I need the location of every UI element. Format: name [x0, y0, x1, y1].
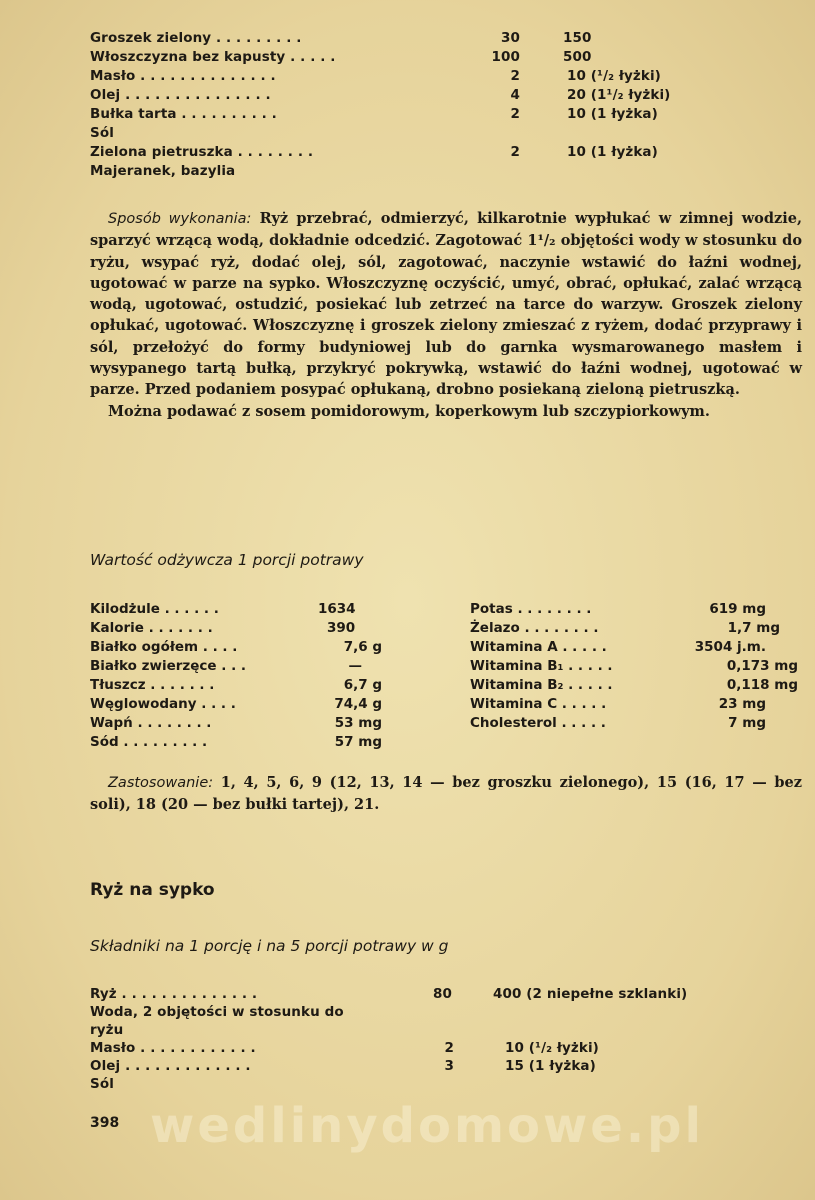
nutrient-value: 1,7 mg: [727, 620, 780, 636]
nutrient-name: Witamina A . . . . .: [470, 639, 607, 655]
ingredient-name: Zielona pietruszka . . . . . . . .: [90, 144, 314, 160]
nutrient-value: 57 mg: [334, 734, 382, 750]
serving-paragraph: Można podawać z sosem pomidorowym, koperkowym lub szczypiorkowym.: [108, 402, 710, 420]
nutrient-name: Kilodżule . . . . . .: [90, 601, 219, 617]
nutrient-value: —: [348, 658, 362, 674]
ingredient-name: Bułka tarta . . . . . . . . . .: [90, 106, 277, 122]
ingredient-qty-5: 150: [563, 30, 592, 46]
ingredient-name: Olej . . . . . . . . . . . . . . .: [90, 87, 271, 103]
ingredient-qty-5: 10 (1 łyżka): [567, 144, 658, 160]
ingredient-name: Sól: [90, 125, 114, 141]
nutrient-name: Tłuszcz . . . . . . .: [90, 677, 215, 693]
watermark: wedlinydomowe.pl: [150, 1098, 704, 1154]
method-text: Ryż przebrać, odmierzyć, kilkarotnie wypłukać w zimnej wodzie, sparzyć wrzącą wodą, dokładnie odcedzić. Zagotować 1¹/₂ objętości wody w stosunku do ryżu, wsypać ryż, dodać olej, sól, zagotować, naczynie wstawić do łaźni wodnej, ugotować w parze na sypko. Włoszczyznę oczyścić, umyć, obrać, opłukać, zalać wrzącą wodą, ugotować, ostudzić, posiekać lub zetrzeć na tarce do warzyw. Groszek zielony opłukać, ugotować. Włoszczyznę i groszek zielony zmieszać z ryżem, dodać przyprawy i sól, przełożyć do formy budyniowej lub do garnka wysmarowanego masłem i wysypanego tartą bułką, przykryć pokrywką, wstawić do łaźni wodnej, ugotować w parze. Przed podaniem posypać opłukaną, drobno posiekaną zieloną pietruszką.: [90, 210, 802, 399]
ingredient-name: Olej . . . . . . . . . . . . .: [90, 1058, 251, 1074]
ingredient-qty-5: 10 (1 łyżka): [567, 106, 658, 122]
nutrient-name: Cholesterol . . . . .: [470, 715, 606, 731]
method-section: [90, 208, 802, 422]
nutrient-name: Witamina B₁ . . . . .: [470, 658, 613, 674]
ingredient-qty-1: 100: [491, 49, 520, 65]
nutrient-name: Białko zwierzęce . . .: [90, 658, 247, 674]
nutrient-name: Witamina C . . . . .: [470, 696, 607, 712]
nutrient-value: 3504 j.m.: [694, 639, 766, 655]
ingredient-name: Ryż . . . . . . . . . . . . . .: [90, 986, 258, 1002]
ingredient-qty-1: 2: [444, 1040, 454, 1056]
nutrient-name: Sód . . . . . . . . .: [90, 734, 208, 750]
ingredient-name: Majeranek, bazylia: [90, 163, 236, 179]
nutrient-name: Witamina B₂ . . . . .: [470, 677, 613, 693]
ingredient-qty-5: 400 (2 niepełne szklanki): [493, 986, 688, 1002]
nutrient-value: 74,4 g: [334, 696, 382, 712]
ingredient-name: Masło . . . . . . . . . . . . . .: [90, 68, 276, 84]
ingredient-qty-1: 80: [433, 986, 452, 1002]
ingredient-qty-1: 4: [510, 87, 520, 103]
ingredient-qty-1: 30: [501, 30, 520, 46]
method-lead: Sposób wykonania:: [108, 211, 252, 227]
nutrient-name: Potas . . . . . . . .: [470, 601, 592, 617]
ingredient-qty-5: 500: [563, 49, 592, 65]
method-paragraph: [90, 208, 802, 401]
nutrient-name: Kalorie . . . . . . .: [90, 620, 213, 636]
usage-paragraph: [90, 772, 802, 816]
page-number: 398: [90, 1115, 120, 1131]
usage-text: 1, 4, 5, 6, 9 (12, 13, 14 — bez groszku zielonego), 15 (16, 17 — bez soli), 18 (20 — bez bułki tartej), 21.: [90, 774, 802, 814]
usage-section: [90, 772, 802, 816]
ingredient-qty-1: 2: [510, 106, 520, 122]
usage-lead: Zastosowanie:: [108, 775, 214, 791]
nutrient-name: Żelazo . . . . . . . .: [470, 620, 599, 636]
nutrient-name: Białko ogółem . . . .: [90, 639, 238, 655]
ingredient-name: Sól: [90, 1076, 114, 1092]
ingredient-name: Groszek zielony . . . . . . . . .: [90, 30, 302, 46]
nutrient-value: 23 mg: [718, 696, 766, 712]
nutrient-name: Wapń . . . . . . . .: [90, 715, 212, 731]
ingredient-qty-5: 15 (1 łyżka): [505, 1058, 596, 1074]
nutrition-heading: Wartość odżywcza 1 porcji potrawy: [90, 551, 364, 569]
recipe-subtitle: Składniki na 1 porcję i na 5 porcji potrawy w g: [90, 937, 449, 955]
nutrient-value: 53 mg: [334, 715, 382, 731]
ingredient-qty-5: 10 (¹/₂ łyżki): [505, 1040, 599, 1056]
ingredient-qty-5: 10 (¹/₂ łyżki): [567, 68, 661, 84]
ingredient-qty-5: 20 (1¹/₂ łyżki): [567, 87, 671, 103]
nutrient-value: 6,7 g: [343, 677, 382, 693]
recipe-title: Ryż na sypko: [90, 880, 215, 900]
nutrient-value: 7 mg: [728, 715, 766, 731]
nutrient-value: 1634: [318, 601, 356, 617]
nutrient-name: Węglowodany . . . .: [90, 696, 236, 712]
nutrient-value: 0,118 mg: [726, 677, 798, 693]
ingredient-name: Włoszczyzna bez kapusty . . . . .: [90, 49, 336, 65]
ingredient-qty-1: 3: [444, 1058, 454, 1074]
ingredient-qty-1: 2: [510, 68, 520, 84]
ingredient-name: Masło . . . . . . . . . . . .: [90, 1040, 256, 1056]
ingredient-name: Woda, 2 objętości w stosunku do: [90, 1004, 344, 1020]
nutrient-value: 390: [327, 620, 356, 636]
nutrient-value: 7,6 g: [343, 639, 382, 655]
ingredient-name: ryżu: [90, 1022, 124, 1038]
ingredient-qty-1: 2: [510, 144, 520, 160]
nutrient-value: 0,173 mg: [726, 658, 798, 674]
nutrient-value: 619 mg: [709, 601, 766, 617]
